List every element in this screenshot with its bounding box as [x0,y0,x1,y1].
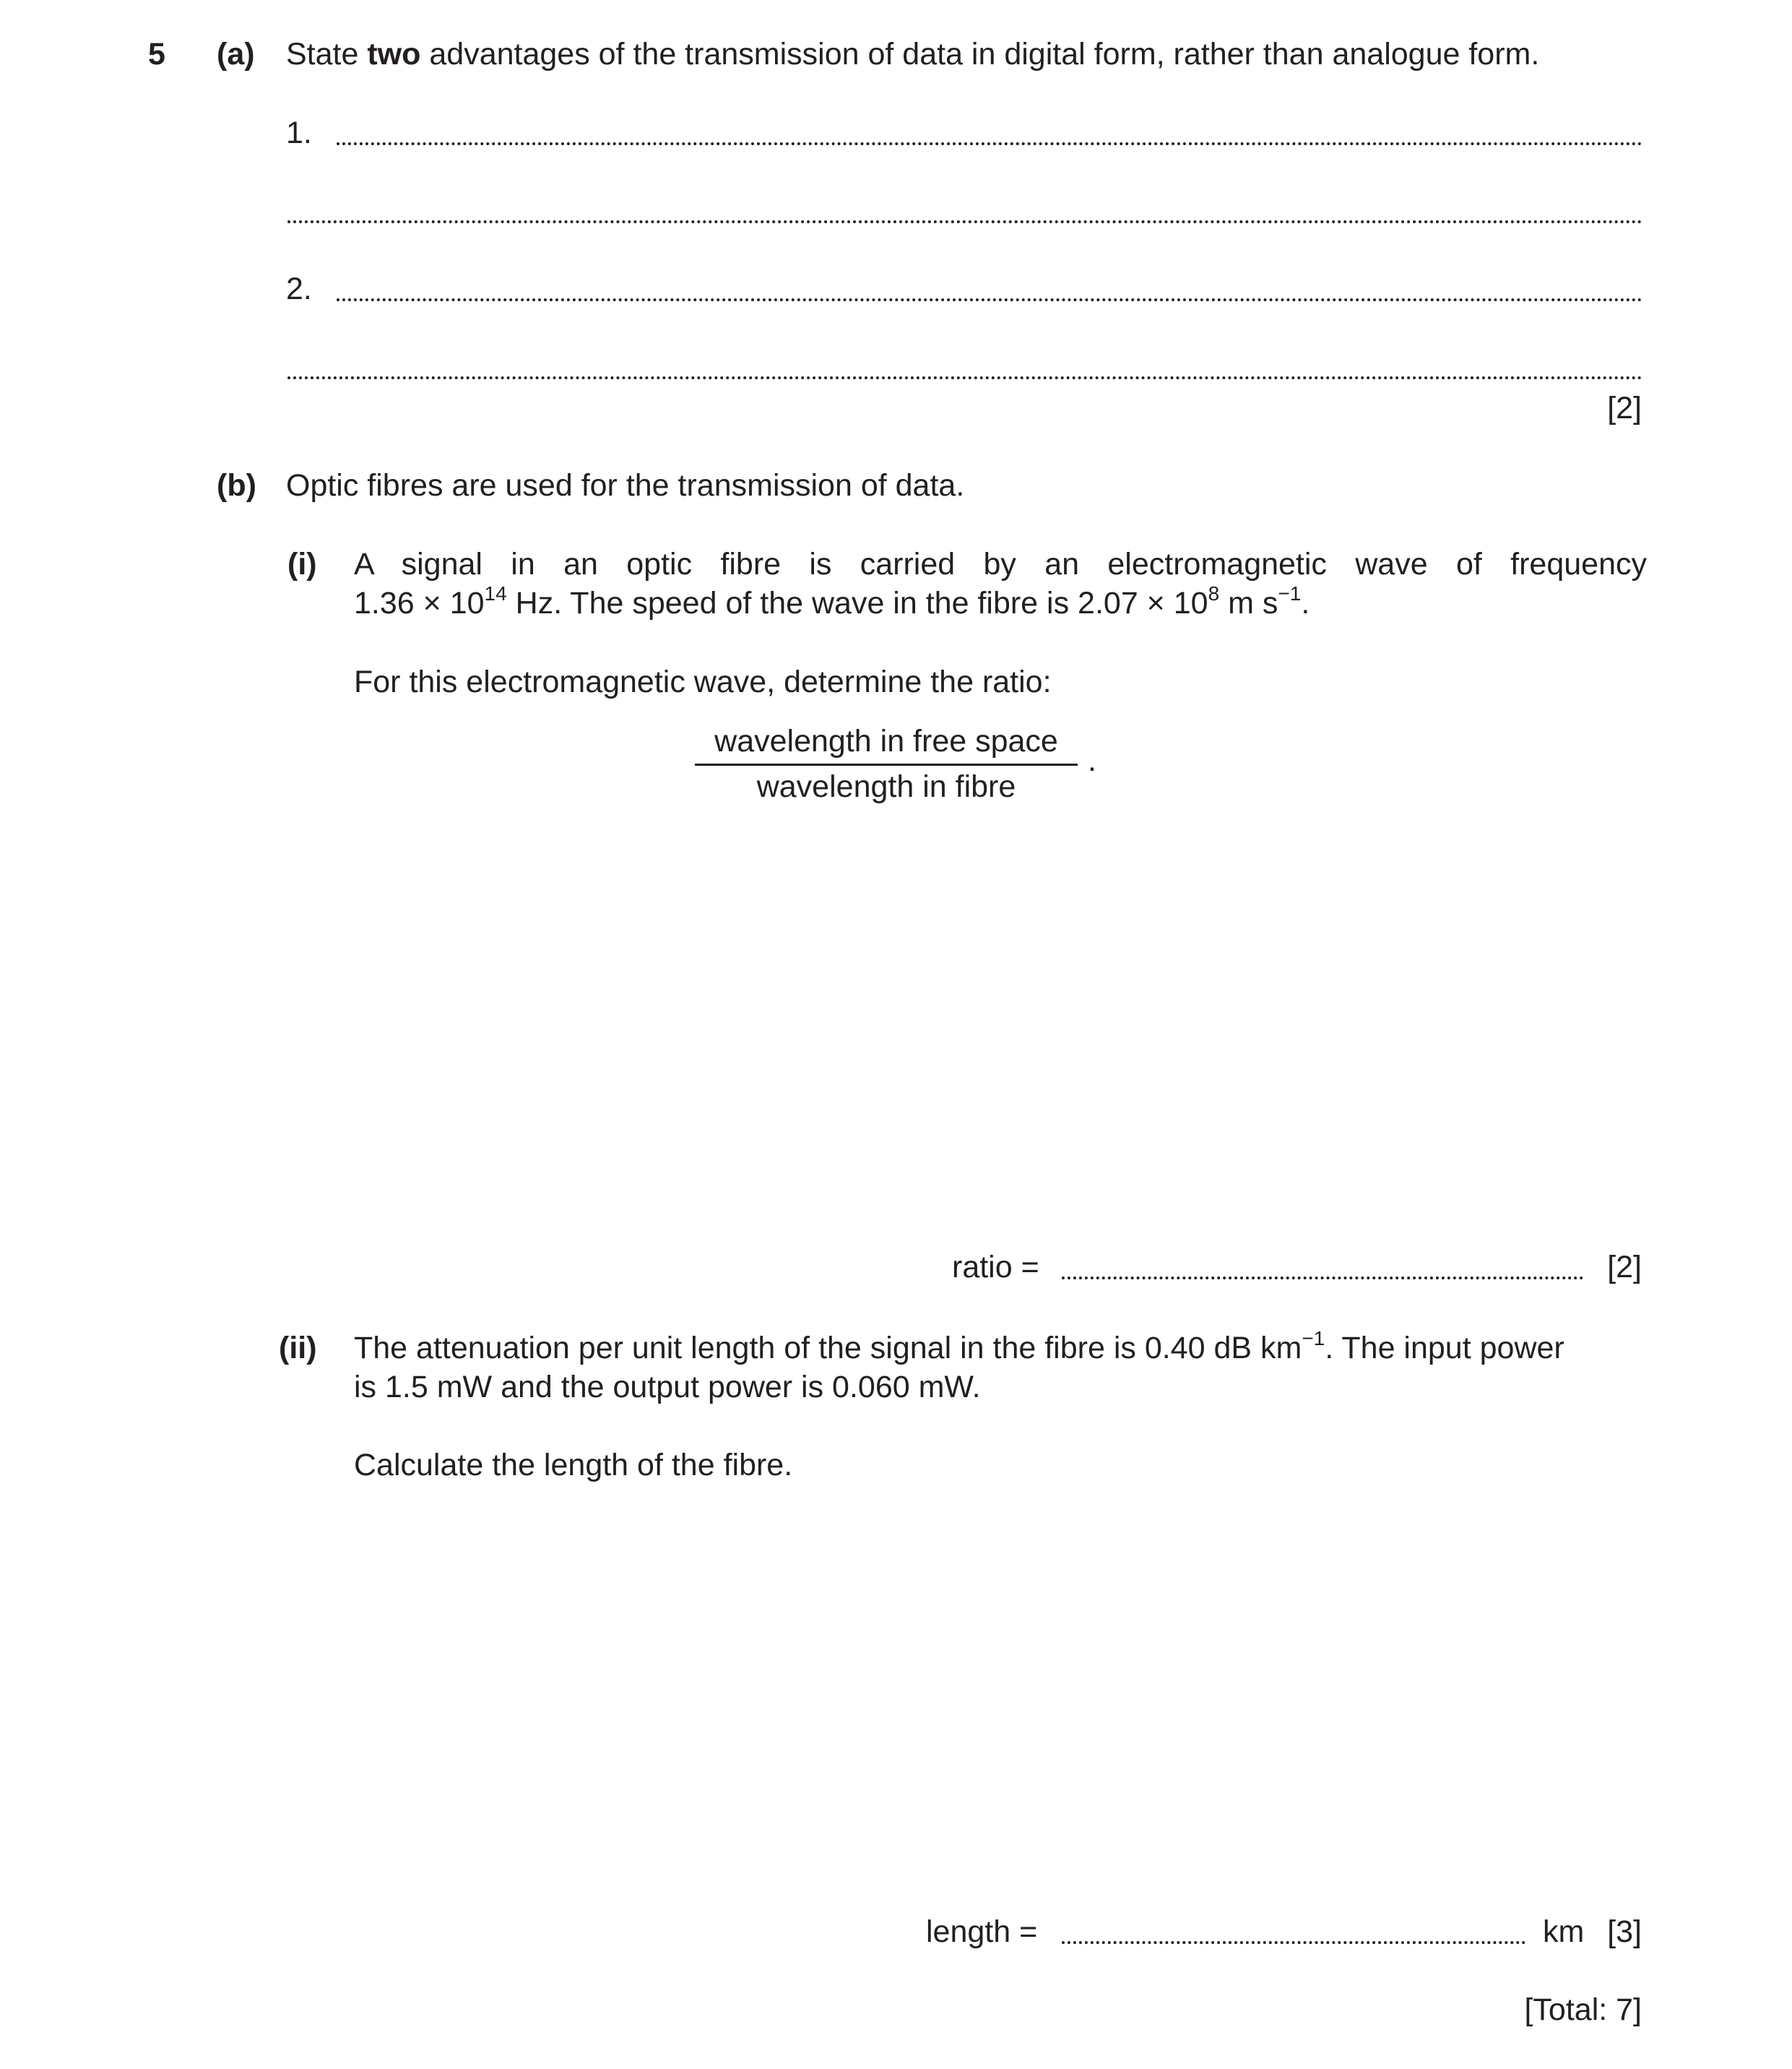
answer-line-2a[interactable] [337,298,1642,301]
sub-ii-line-1 [354,1327,1647,1365]
answer-number-2: 2. [286,272,312,306]
fraction-bar [695,764,1078,766]
sub-ii-marks: [3] [1607,1914,1642,1949]
sub-i-speed-text: Hz. The speed of the wave in the fibre is 2.07 × 10 [506,586,1208,621]
sub-i-frequency-text: 1.36 × 10 [354,586,485,621]
ratio-answer-line[interactable] [1062,1277,1583,1279]
part-b-stem: Optic fibres are used for the transmission of data. [286,468,965,503]
sub-i-unit-exponent: −1 [1278,582,1302,605]
sub-ii-attenuation-exponent: −1 [1302,1327,1325,1349]
part-a-stem [286,39,1539,70]
sub-i-line-end: . [1301,586,1310,621]
sub-i-speed-exponent: 8 [1208,582,1220,605]
answer-line-1a[interactable] [337,142,1642,145]
part-a-stem-emphasis: two [367,37,421,72]
question-number: 5 [148,37,165,72]
sub-ii-line-2: is 1.5 mW and the output power is 0.060 mW. [354,1370,981,1404]
fraction-numerator: wavelength in free space [714,724,1058,759]
fraction-denominator: wavelength in fibre [756,769,1016,804]
length-label: length = [926,1914,1038,1949]
ratio-label: ratio = [952,1250,1039,1284]
sub-i-line-2 [354,582,1310,621]
answer-line-1b[interactable] [287,220,1642,223]
sub-i-speed-unit: m s [1219,586,1278,621]
answer-line-2b[interactable] [287,376,1642,379]
sub-ii-label: (ii) [279,1331,317,1365]
sub-ii-attenuation-text [354,1327,1564,1365]
sub-i-frequency-exponent: 14 [484,582,507,605]
length-answer-line[interactable] [1062,1941,1525,1944]
sub-i-instruction: For this electromagnetic wave, determine the ratio: [354,665,1052,699]
answer-number-1: 1. [286,116,312,150]
sub-i-label: (i) [287,547,317,582]
part-b-label: (b) [217,468,256,503]
sub-i-marks: [2] [1607,1250,1642,1284]
part-a-stem-end: advantages of the transmission of data in digital form, rather than analogue form. [429,37,1540,72]
fraction-full-stop: . [1088,743,1096,778]
total-marks: [Total: 7] [1524,1992,1642,2027]
sub-ii-instruction: Calculate the length of the fibre. [354,1448,793,1482]
part-a-marks: [2] [1607,391,1642,426]
part-a-label: (a) [217,37,255,72]
sub-ii-attenuation-value: The attenuation per unit length of the signal in the fibre is 0.40 dB km [354,1331,1302,1365]
length-unit: km [1543,1914,1585,1949]
sub-i-line-1: A signal in an optic fibre is carried by an electromagnetic wave of frequency [354,547,1647,582]
sub-ii-input-power-text: . The input power [1325,1331,1564,1365]
part-a-stem-start: State [286,37,359,72]
